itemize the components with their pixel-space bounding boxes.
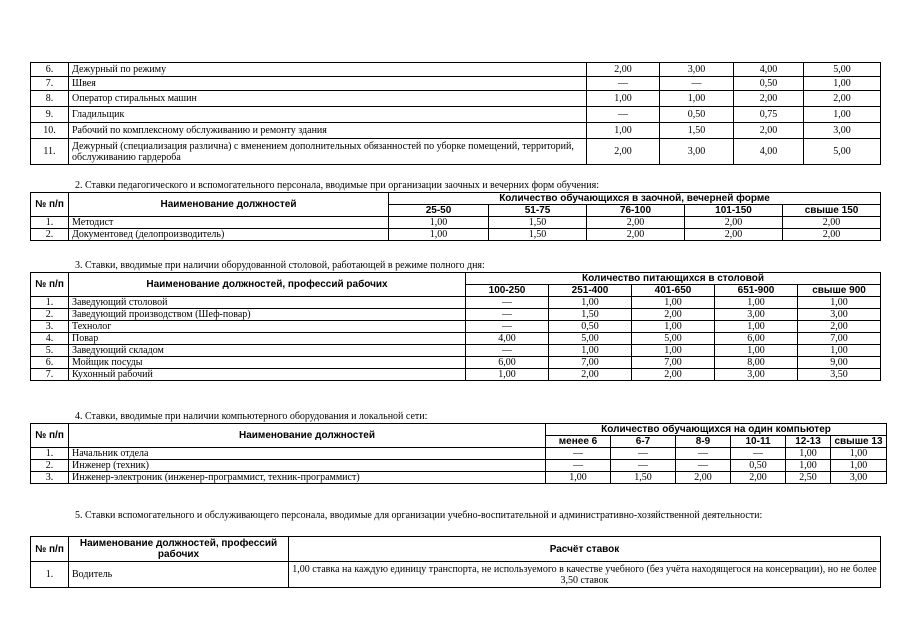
- header-number: № п/п: [31, 537, 69, 562]
- rate-value: 1,50: [489, 229, 587, 241]
- row-number: 1.: [31, 297, 69, 309]
- rate-value: 2,50: [786, 472, 831, 484]
- header-column: 401-650: [632, 285, 715, 297]
- rate-value: 4,00: [466, 333, 549, 345]
- rate-value: 0,75: [734, 107, 804, 123]
- rate-value: 0,50: [731, 460, 786, 472]
- header-column: 100-250: [466, 285, 549, 297]
- position-name: Заведующий столовой: [69, 297, 466, 309]
- row-number: 8.: [31, 91, 69, 107]
- header-column: 51-75: [489, 205, 587, 217]
- row-number: 2.: [31, 460, 69, 472]
- table-row: [31, 139, 881, 165]
- row-number: 10.: [31, 123, 69, 139]
- rate-value: 1,00: [632, 345, 715, 357]
- rate-value: 0,50: [734, 77, 804, 91]
- table-row: [31, 448, 887, 460]
- staff-table-4-body: [31, 448, 887, 484]
- table-row: [31, 333, 881, 345]
- row-number: 3.: [31, 321, 69, 333]
- table-row: [31, 217, 881, 229]
- rate-value: 2,00: [804, 91, 881, 107]
- position-name: Швея: [69, 77, 587, 91]
- rate-value: 3,00: [798, 309, 881, 321]
- row-number: 6.: [31, 63, 69, 77]
- rate-value: —: [466, 297, 549, 309]
- row-number: 1.: [31, 448, 69, 460]
- rate-value: —: [611, 448, 676, 460]
- header-position: Наименование должностей, профессий рабочих: [69, 537, 289, 562]
- rate-value: 5,00: [632, 333, 715, 345]
- position-name: Гладильщик: [69, 107, 587, 123]
- rate-value: 3,50: [798, 369, 881, 381]
- rate-value: 2,00: [632, 369, 715, 381]
- rate-value: 8,00: [715, 357, 798, 369]
- rate-value: 1,00: [587, 123, 660, 139]
- rate-value: 2,00: [587, 217, 685, 229]
- rate-value: 4,00: [734, 63, 804, 77]
- rate-value: 1,00: [804, 77, 881, 91]
- rate-value: 2,00: [783, 229, 881, 241]
- rate-value: 1,00 ставка на каждую единицу транспорта, не используемого в качестве учебного (без учёта находящегося на консервации), но не более 3,50 ставок: [289, 562, 881, 588]
- header-column: свыше 900: [798, 285, 881, 297]
- staff-table-1-body: [31, 63, 881, 165]
- position-name: Оператор стиральных машин: [69, 91, 587, 107]
- header-number: № п/п: [31, 273, 69, 297]
- rate-value: 4,00: [734, 139, 804, 165]
- rate-value: 1,50: [611, 472, 676, 484]
- header-column: 251-400: [549, 285, 632, 297]
- rate-value: 2,00: [632, 309, 715, 321]
- rate-value: 1,00: [389, 217, 489, 229]
- rate-value: 2,00: [783, 217, 881, 229]
- rate-value: 2,00: [734, 91, 804, 107]
- position-name: Дежурный по режиму: [69, 63, 587, 77]
- header-position: Наименование должностей: [69, 424, 546, 448]
- section-3-caption: 3. Ставки, вводимые при наличии оборудованной столовой, работающей в режиме полного дня:: [75, 260, 485, 271]
- header-number: № п/п: [31, 424, 69, 448]
- header-calculation: Расчёт ставок: [289, 537, 881, 562]
- header-column: 10-11: [731, 436, 786, 448]
- table-row: [31, 77, 881, 91]
- rate-value: 1,00: [798, 345, 881, 357]
- position-name: Методист: [69, 217, 389, 229]
- row-number: 5.: [31, 345, 69, 357]
- header-column: 76-100: [587, 205, 685, 217]
- rate-value: 2,00: [587, 63, 660, 77]
- rate-value: 1,00: [549, 345, 632, 357]
- rate-value: 1,00: [587, 91, 660, 107]
- rate-value: 1,00: [831, 460, 887, 472]
- rate-value: 9,00: [798, 357, 881, 369]
- rate-value: 2,00: [676, 472, 731, 484]
- header-position: Наименование должностей: [69, 193, 389, 217]
- table-row: [31, 91, 881, 107]
- row-number: 7.: [31, 369, 69, 381]
- position-name: Заведующий производством (Шеф-повар): [69, 309, 466, 321]
- row-number: 9.: [31, 107, 69, 123]
- table-row: [31, 107, 881, 123]
- rate-value: 2,00: [685, 217, 783, 229]
- section-2-caption: 2. Ставки педагогического и вспомогательного персонала, вводимые при организации заочных и вечерних форм обучения:: [75, 180, 599, 191]
- rate-value: —: [546, 448, 611, 460]
- rate-value: 0,50: [660, 107, 734, 123]
- rate-value: —: [546, 460, 611, 472]
- position-name: Заведующий складом: [69, 345, 466, 357]
- header-column: 651-900: [715, 285, 798, 297]
- position-name: Инженер (техник): [69, 460, 546, 472]
- rate-value: 1,00: [804, 107, 881, 123]
- rate-value: 1,00: [786, 448, 831, 460]
- position-name: Повар: [69, 333, 466, 345]
- row-number: 4.: [31, 333, 69, 345]
- staff-table-5: [30, 536, 881, 588]
- rate-value: 1,50: [489, 217, 587, 229]
- table-row: [31, 345, 881, 357]
- position-name: Дежурный (специализация различна) с вменением дополнительных обязанностей по уборке помещений, территорий, обслуживанию гардероба: [69, 139, 587, 165]
- rate-value: —: [466, 321, 549, 333]
- header-column: 8-9: [676, 436, 731, 448]
- row-number: 11.: [31, 139, 69, 165]
- table-row: [31, 123, 881, 139]
- rate-value: 1,00: [715, 345, 798, 357]
- rate-value: 2,00: [798, 321, 881, 333]
- rate-value: —: [587, 77, 660, 91]
- rate-value: 2,00: [549, 369, 632, 381]
- rate-value: 3,00: [804, 123, 881, 139]
- rate-value: 5,00: [804, 139, 881, 165]
- rate-value: 1,00: [786, 460, 831, 472]
- rate-value: 1,00: [831, 448, 887, 460]
- rate-value: —: [660, 77, 734, 91]
- row-number: 1.: [31, 562, 69, 588]
- staff-table-5-body: [31, 562, 881, 588]
- rate-value: 3,00: [715, 369, 798, 381]
- position-name: Кухонный рабочий: [69, 369, 466, 381]
- staff-table-4: [30, 423, 887, 484]
- rate-value: —: [676, 448, 731, 460]
- table-row: [31, 562, 881, 588]
- table-row: [31, 229, 881, 241]
- staff-table-1: [30, 62, 881, 165]
- table-row: [31, 297, 881, 309]
- rate-value: 5,00: [804, 63, 881, 77]
- position-name: Инженер-электроник (инженер-программист, техник-программист): [69, 472, 546, 484]
- rate-value: —: [611, 460, 676, 472]
- header-column: 12-13: [786, 436, 831, 448]
- position-name: Начальник отдела: [69, 448, 546, 460]
- rate-value: 3,00: [715, 309, 798, 321]
- rate-value: 6,00: [715, 333, 798, 345]
- rate-value: —: [587, 107, 660, 123]
- rate-value: 2,00: [734, 123, 804, 139]
- rate-value: 1,00: [715, 321, 798, 333]
- rate-value: 3,00: [660, 139, 734, 165]
- header-column: 101-150: [685, 205, 783, 217]
- rate-value: 1,00: [549, 297, 632, 309]
- rate-value: 1,50: [660, 123, 734, 139]
- rate-value: —: [731, 448, 786, 460]
- rate-value: 6,00: [466, 357, 549, 369]
- rate-value: 5,00: [549, 333, 632, 345]
- position-name: Документовед (делопроизводитель): [69, 229, 389, 241]
- rate-value: 7,00: [798, 333, 881, 345]
- section-4-caption: 4. Ставки, вводимые при наличии компьютерного оборудования и локальной сети:: [75, 411, 428, 422]
- staff-table-2-body: [31, 217, 881, 241]
- section-5-caption: 5. Ставки вспомогательного и обслуживающего персонала, вводимые для организации учебно-воспитательной и административно-хозяйственной деятельности:: [75, 510, 763, 521]
- header-column: 6-7: [611, 436, 676, 448]
- rate-value: 1,00: [546, 472, 611, 484]
- rate-value: 2,00: [685, 229, 783, 241]
- row-number: 2.: [31, 229, 69, 241]
- rate-value: —: [466, 345, 549, 357]
- rate-value: 1,00: [632, 321, 715, 333]
- position-name: Мойщик посуды: [69, 357, 466, 369]
- table-row: [31, 63, 881, 77]
- row-number: 3.: [31, 472, 69, 484]
- table-row: [31, 460, 887, 472]
- rate-value: 7,00: [549, 357, 632, 369]
- row-number: 6.: [31, 357, 69, 369]
- rate-value: 1,50: [549, 309, 632, 321]
- header-column: менее 6: [546, 436, 611, 448]
- rate-value: 2,00: [587, 139, 660, 165]
- staff-table-3: [30, 272, 881, 381]
- rate-value: 3,00: [831, 472, 887, 484]
- position-name: Рабочий по комплексному обслуживанию и ремонту здания: [69, 123, 587, 139]
- table-row: [31, 357, 881, 369]
- table-row: [31, 321, 881, 333]
- rate-value: 2,00: [587, 229, 685, 241]
- rate-value: 0,50: [549, 321, 632, 333]
- staff-table-3-body: [31, 297, 881, 381]
- rate-value: 7,00: [632, 357, 715, 369]
- header-group: Количество обучающихся на один компьютер: [546, 424, 887, 436]
- row-number: 2.: [31, 309, 69, 321]
- rate-value: 2,00: [731, 472, 786, 484]
- rate-value: 1,00: [798, 297, 881, 309]
- position-name: Водитель: [69, 562, 289, 588]
- row-number: 7.: [31, 77, 69, 91]
- header-number: № п/п: [31, 193, 69, 217]
- header-column: 25-50: [389, 205, 489, 217]
- header-group: Количество обучающихся в заочной, вечерней форме: [389, 193, 881, 205]
- row-number: 1.: [31, 217, 69, 229]
- header-position: Наименование должностей, профессий рабочих: [69, 273, 466, 297]
- rate-value: —: [676, 460, 731, 472]
- rate-value: 1,00: [660, 91, 734, 107]
- rate-value: 3,00: [660, 63, 734, 77]
- header-group: Количество питающихся в столовой: [466, 273, 881, 285]
- rate-value: 1,00: [632, 297, 715, 309]
- position-name: Технолог: [69, 321, 466, 333]
- rate-value: 1,00: [466, 369, 549, 381]
- rate-value: 1,00: [389, 229, 489, 241]
- table-row: [31, 309, 881, 321]
- rate-value: —: [466, 309, 549, 321]
- header-column: свыше 13: [831, 436, 887, 448]
- rate-value: 1,00: [715, 297, 798, 309]
- table-row: [31, 472, 887, 484]
- staff-table-2: [30, 192, 881, 241]
- header-column: свыше 150: [783, 205, 881, 217]
- table-row: [31, 369, 881, 381]
